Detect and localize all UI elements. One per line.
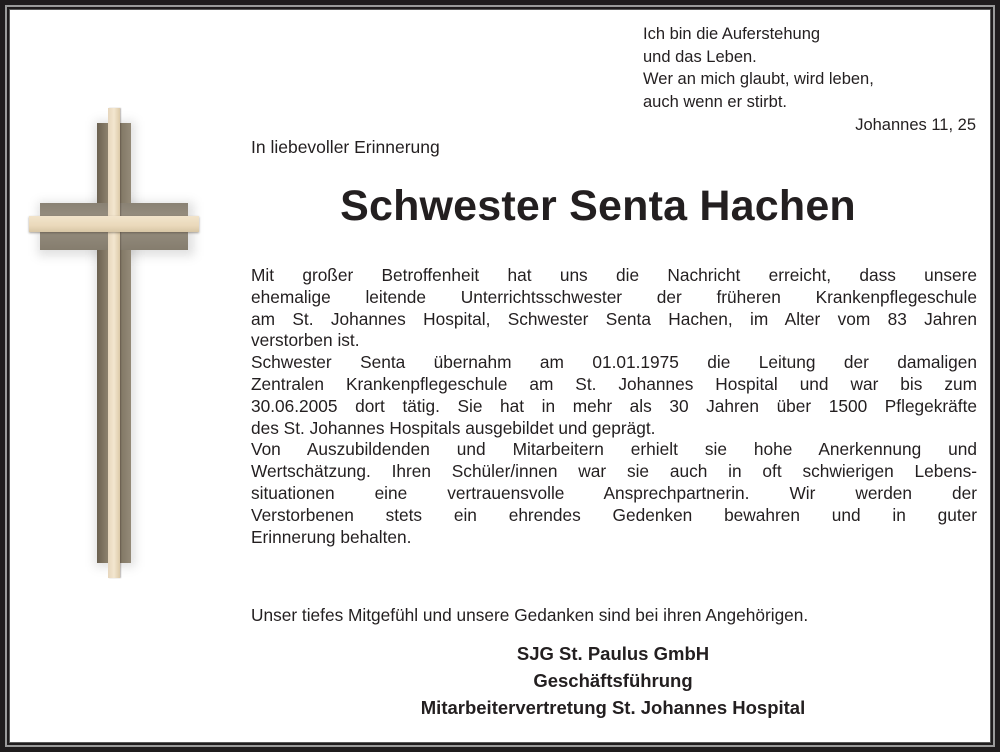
signature-block bbox=[250, 640, 976, 721]
signature-organization: SJG St. Paulus GmbH bbox=[516, 643, 710, 664]
condolence-text: Unser tiefes Mitgefühl und unsere Gedanken sind bei ihren Angehörigen. bbox=[251, 605, 809, 625]
body-line: 30.06.2005 dort tätig. Sie hat in mehr als 30 Jahren über 1500 Pflegekräfte bbox=[251, 395, 977, 416]
obituary-body bbox=[251, 265, 977, 548]
bible-verse bbox=[643, 23, 983, 137]
body-line: Zentralen Krankenpflegeschule am St. Johannes Hospital und war bis zum bbox=[251, 373, 977, 394]
cross-front-horizontal-bar bbox=[29, 216, 199, 232]
cross-front-vertical-bar bbox=[108, 108, 120, 578]
body-line: Verstorbenen stets ein ehrendes Gedenken bewahren und in guter bbox=[251, 504, 977, 525]
verse-reference: Johannes 11, 25 bbox=[855, 116, 976, 134]
verse-line: und das Leben. bbox=[643, 47, 757, 66]
body-line: am St. Johannes Hospital, Schwester Senta Hachen, im Alter vom 83 Jahren bbox=[251, 308, 977, 329]
signature-staff-council: Mitarbeitervertretung St. Johannes Hospital bbox=[420, 697, 806, 718]
body-line: Wertschätzung. Ihren Schüler/innen war sie auch in oft schwierigen Lebens- bbox=[251, 461, 977, 482]
body-line: Erinnerung behalten. bbox=[251, 526, 412, 547]
body-line: des St. Johannes Hospitals ausgebildet und geprägt. bbox=[251, 417, 656, 438]
verse-line: Ich bin die Auferstehung bbox=[643, 25, 821, 43]
body-line: Mit großer Betroffenheit hat uns die Nachricht erreicht, dass unsere bbox=[251, 265, 977, 285]
deceased-name: Schwester Senta Hachen bbox=[340, 182, 856, 230]
signature-management: Geschäftsführung bbox=[533, 670, 693, 691]
body-line: situationen eine vertrauensvolle Ansprechpartnerin. Wir werden der bbox=[251, 482, 977, 503]
body-line: ehemalige leitende Unterrichtsschwester der früheren Krankenpflegeschule bbox=[251, 286, 977, 307]
verse-line: auch wenn er stirbt. bbox=[643, 92, 787, 111]
body-line: Von Auszubildenden und Mitarbeitern erhielt sie hohe Anerkennung und bbox=[251, 439, 977, 460]
intro-text: In liebevoller Erinnerung bbox=[251, 137, 440, 157]
body-line: Schwester Senta übernahm am 01.01.1975 die Leitung der damaligen bbox=[251, 352, 977, 373]
verse-line: Wer an mich glaubt, wird leben, bbox=[643, 70, 874, 88]
body-line: verstorben ist. bbox=[251, 330, 360, 351]
